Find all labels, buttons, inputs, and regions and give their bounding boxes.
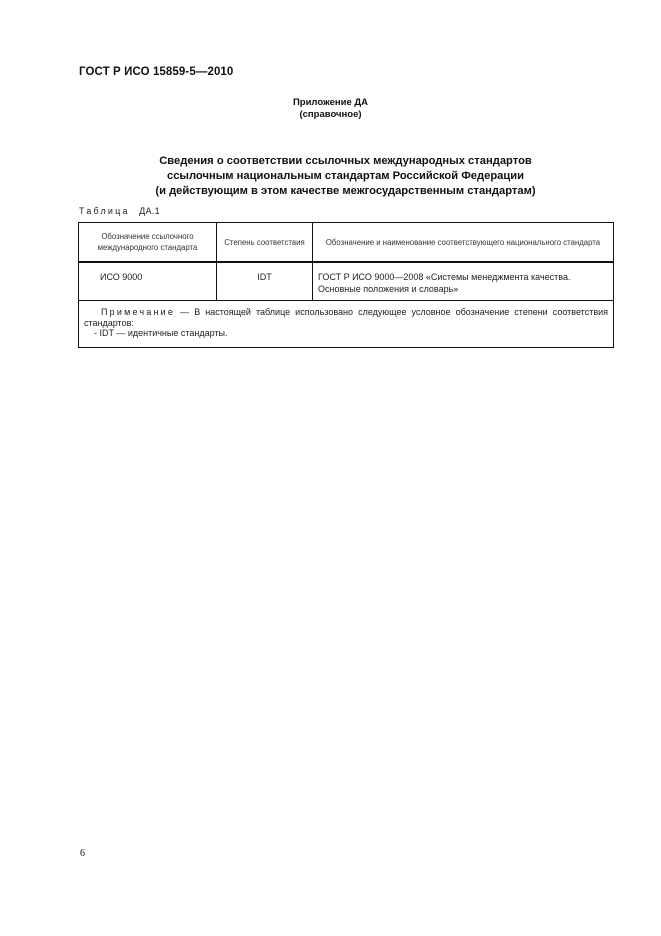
table-row <box>79 262 614 301</box>
header-national-standard: Обозначение и наименование соответствующего национального стандарта <box>313 223 614 263</box>
document-title-line-3: (и действующим в этом качестве межгосударственным стандартам) <box>155 185 536 197</box>
document-title <box>0 154 661 199</box>
table-note <box>79 301 614 348</box>
document-title-line-2: ссылочным национальным стандартам Российской Федерации <box>166 170 525 182</box>
appendix-heading <box>0 97 661 121</box>
note-line-1: — В настоящей таблице использовано следующее условное обозначение степени соответствия стандартов: <box>84 307 608 328</box>
header-international-designation: Обозначение ссылочного международного стандарта <box>79 223 217 263</box>
cell-international-designation: ИСО 9000 <box>79 262 217 301</box>
table-caption-label: Таблица <box>79 206 130 216</box>
cell-degree: IDT <box>217 262 313 301</box>
table-note-row <box>79 301 614 348</box>
note-label: Примечание <box>101 307 176 317</box>
table-caption-number: ДА.1 <box>139 206 160 216</box>
table-header-row <box>79 223 614 263</box>
header-degree-of-correspondence: Степень соответствия <box>217 223 313 263</box>
appendix-subtitle: (справочное) <box>299 109 362 120</box>
correspondence-table <box>78 222 614 348</box>
note-line-2: - IDT — идентичные стандарты. <box>94 328 228 338</box>
standard-code-header: ГОСТ Р ИСО 15859-5—2010 <box>79 66 234 78</box>
page-number: 6 <box>80 848 85 859</box>
appendix-title: Приложение ДА <box>292 97 369 108</box>
document-title-line-1: Сведения о соответствии ссылочных международных стандартов <box>159 155 532 167</box>
cell-national-standard: ГОСТ Р ИСО 9000—2008 «Системы менеджмента качества. Основные положения и словарь» <box>313 262 614 301</box>
note-text <box>84 307 608 328</box>
table-caption <box>79 206 160 216</box>
